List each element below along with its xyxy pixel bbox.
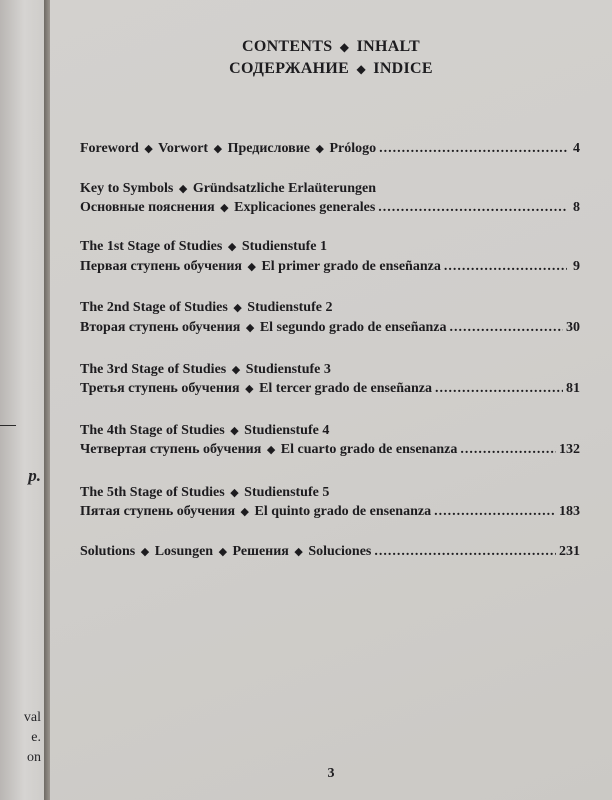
diamond-separator-icon: ◆ xyxy=(227,241,237,253)
toc-title-part: Vorwort xyxy=(158,141,209,156)
toc-entry-heading xyxy=(80,238,327,256)
diamond-separator-icon: ◆ xyxy=(230,425,239,437)
heading-word: СОДЕРЖАНИЕ xyxy=(229,60,350,77)
toc-title-part: Prólogo xyxy=(329,141,377,156)
toc-entry[interactable] xyxy=(80,199,580,217)
adjacent-page xyxy=(0,0,44,800)
diamond-separator-icon: ◆ xyxy=(230,487,239,499)
toc-entry-heading xyxy=(80,299,332,317)
adjacent-page-fragment: p. xyxy=(28,466,41,485)
dot-leader xyxy=(379,140,567,157)
toc-entry-heading xyxy=(80,422,329,440)
toc-title-part: Пятая ступень обучения xyxy=(80,504,236,519)
toc-title-part: The 3rd Stage of Studies xyxy=(80,362,227,377)
adjacent-page-rule xyxy=(0,425,16,426)
toc-title-part: Вторая ступень обучения xyxy=(80,320,241,335)
toc-title-part: The 2nd Stage of Studies xyxy=(80,300,228,315)
toc-title-part: El segundo grado de enseñanza xyxy=(259,320,447,335)
diamond-separator-icon: ◆ xyxy=(233,302,242,314)
toc-entry-heading xyxy=(80,361,331,379)
toc-page-number: 183 xyxy=(559,504,580,519)
toc-title-part: The 5th Stage of Studies xyxy=(80,485,225,500)
dot-leader xyxy=(378,199,567,216)
toc-page-number: 81 xyxy=(566,381,580,396)
diamond-separator-icon: ◆ xyxy=(178,183,188,195)
dot-leader xyxy=(450,319,563,336)
diamond-separator-icon: ◆ xyxy=(220,202,229,214)
toc-title-part: El primer grado de enseñanza xyxy=(261,259,441,274)
toc-entry[interactable] xyxy=(80,319,580,337)
toc-title-part: Solutions xyxy=(80,544,136,559)
diamond-separator-icon: ◆ xyxy=(231,364,241,376)
toc-title-part: El cuarto grado de ensenanza xyxy=(280,442,458,457)
toc-entry-title xyxy=(80,380,432,398)
dot-leader xyxy=(435,380,563,397)
toc-title-part: El quinto grado de ensenanza xyxy=(254,504,432,519)
toc-entry[interactable] xyxy=(80,140,580,158)
toc-entry-heading xyxy=(80,484,329,502)
heading-word: INHALT xyxy=(356,38,421,55)
diamond-separator-icon: ◆ xyxy=(266,444,276,456)
contents-heading-line-1 xyxy=(50,38,612,56)
dot-leader xyxy=(374,543,556,560)
toc-page-number: 8 xyxy=(573,200,580,215)
diamond-separator-icon: ◆ xyxy=(294,546,303,558)
dot-leader xyxy=(434,503,556,520)
toc-title-part: The 4th Stage of Studies xyxy=(80,423,225,438)
toc-entry-title xyxy=(80,199,375,217)
heading-word: INDICE xyxy=(373,60,433,77)
diamond-separator-icon: ◆ xyxy=(245,383,254,395)
toc-page-number: 9 xyxy=(573,259,580,274)
toc-title-part: Предисловие xyxy=(227,141,310,156)
toc-title-part: Gründsatzliche Erlaüterungen xyxy=(192,181,376,196)
toc-title-part: Studienstufe 1 xyxy=(241,239,328,254)
toc-page-number: 132 xyxy=(559,442,580,457)
toc-title-part: Третья ступень обучения xyxy=(80,381,240,396)
toc-entry-title xyxy=(80,441,457,459)
toc-entry[interactable] xyxy=(80,503,580,521)
diamond-separator-icon: ◆ xyxy=(339,40,350,54)
toc-title-part: Четвертая ступень обучения xyxy=(80,442,262,457)
adjacent-page-fragment: val xyxy=(23,710,41,725)
dot-leader xyxy=(444,258,567,275)
page-number: 3 xyxy=(327,766,335,781)
diamond-separator-icon: ◆ xyxy=(213,143,223,155)
toc-entry[interactable] xyxy=(80,380,580,398)
diamond-separator-icon: ◆ xyxy=(144,143,153,155)
toc-page-number: 231 xyxy=(559,544,580,559)
toc-title-part: Losungen xyxy=(154,544,214,559)
contents-page xyxy=(50,0,612,800)
toc-title-part: Studienstufe 4 xyxy=(244,423,330,438)
toc-page-number: 4 xyxy=(573,141,580,156)
toc-page-number: 30 xyxy=(566,320,580,335)
toc-title-part: El tercer grado de enseñanza xyxy=(259,381,432,396)
toc-entry-title xyxy=(80,319,447,337)
contents-heading-line-2 xyxy=(50,60,612,78)
toc-entry-title xyxy=(80,543,371,561)
diamond-separator-icon: ◆ xyxy=(140,546,150,558)
toc-title-part: Основные пояснения xyxy=(80,200,215,215)
toc-title-part: Key to Symbols xyxy=(80,181,174,196)
diamond-separator-icon: ◆ xyxy=(245,322,255,334)
toc-entry-title xyxy=(80,258,441,276)
toc-title-part: Foreword xyxy=(80,141,139,156)
toc-title-part: Studienstufe 3 xyxy=(245,362,331,377)
toc-title-part: Первая ступень обучения xyxy=(80,259,242,274)
adjacent-page-fragment: e. xyxy=(31,730,41,745)
toc-title-part: The 1st Stage of Studies xyxy=(80,239,223,254)
adjacent-page-fragment: on xyxy=(27,750,41,765)
toc-entry-title xyxy=(80,503,431,521)
diamond-separator-icon: ◆ xyxy=(356,62,366,76)
toc-entry[interactable] xyxy=(80,543,580,561)
diamond-separator-icon: ◆ xyxy=(247,261,256,273)
toc-title-part: Explicaciones generales xyxy=(234,200,376,215)
diamond-separator-icon: ◆ xyxy=(218,546,228,558)
toc-entry[interactable] xyxy=(80,258,580,276)
toc-title-part: Studienstufe 5 xyxy=(244,485,330,500)
diamond-separator-icon: ◆ xyxy=(240,506,249,518)
toc-entry-heading xyxy=(80,180,376,198)
toc-title-part: Решения xyxy=(232,544,289,559)
toc-entry[interactable] xyxy=(80,441,580,459)
dot-leader xyxy=(460,441,556,458)
heading-word: CONTENTS xyxy=(241,38,333,55)
toc-entry-title xyxy=(80,140,376,158)
toc-title-part: Soluciones xyxy=(308,544,372,559)
diamond-separator-icon: ◆ xyxy=(315,143,324,155)
toc-title-part: Studienstufe 2 xyxy=(247,300,333,315)
